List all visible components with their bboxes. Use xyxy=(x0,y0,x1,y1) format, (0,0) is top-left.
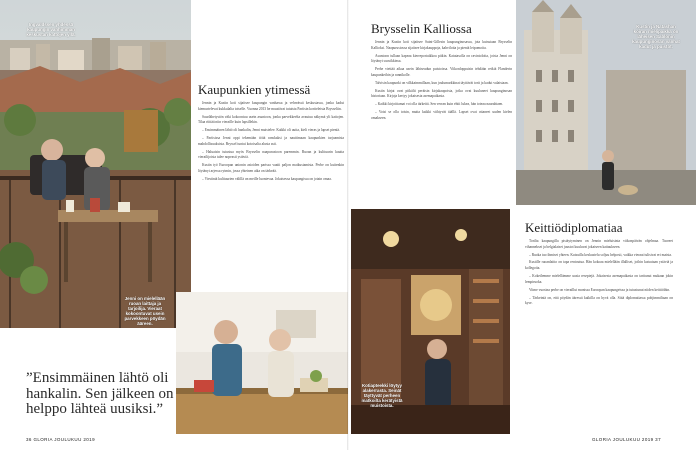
heading-kaupunkien-ytimessa: Kaupunkien ytimessä xyxy=(198,82,311,97)
balcony-city-view-photo xyxy=(0,0,191,328)
left-body-column xyxy=(198,101,344,296)
paragraph: Kustin työ Euroopan unionin asioiden parissa vaatii paljon matkustamista. Perhe on kuitenkin löytänyt arjessa rytmin, jossa yhteinen aika on tärkeää. xyxy=(198,163,344,173)
couple-in-kitchen-photo xyxy=(176,292,348,434)
paragraph: – Viestintä kulttuurien välillä on meille luontevaa. Jokaisessa kaupungissa on jotain omaa. xyxy=(202,176,332,181)
paragraph: Viime vuosina perhe on vieraillut monissa Euroopan kaupungeissa ja tutustunut niiden keittiöihin. xyxy=(529,287,671,292)
paragraph: Talvisin kaupunki on vilkkaimmillaan, kun joulumarkkinat täyttävät torit ja kadut valaistaan. xyxy=(375,80,509,85)
kitchen-photo-illustration xyxy=(176,292,348,434)
balcony-photo-illustration xyxy=(0,0,191,328)
paragraph: – Haluaisin tutustua myös Brysselin naapurustoon paremmin. Ruoan ja kulttuurin kautta vierailijoista tulee nopeasti ystäviä. xyxy=(198,149,344,160)
caption-bottom-left: Jenni on mielellään ruoan laittaja ja tarjoilija. Vieraat kokoontuvat usein parvekkeen pöydän ääreen. xyxy=(124,296,166,326)
caption-top-left: Ingvaldssen yhdessä kaupungin vanhimman keskustan kattojen yllä. xyxy=(26,22,76,37)
paragraph: – Ruoka tuo ihmiset yhteen. Kutsuilla keskustelu soljuu helposti, vaikka vieraat tulisivat eri maista. xyxy=(529,252,672,257)
paragraph: – Tärkeintä on, että pöydän ääressä kaikilla on hyvä olla. Siitä diplomatiassa pohjimmiltaan on kyse. xyxy=(525,295,673,306)
page-footer-left: 36 GLORIA JOULUKUU 2019 xyxy=(26,437,95,442)
paragraph: Jennin ja Kustin koti sijaitsee Saint-Gillesin kaupunginosassa, jota kutsutaan Brysselin Kallioksi. Naapurustossa sijaitsee kirjakauppoja, kahviloita ja pieniä leipomoita. xyxy=(371,40,512,50)
heading-brysselin-kalliossa: Brysselin Kalliossa xyxy=(371,21,472,36)
right-top-body-column xyxy=(371,40,512,202)
caption-bottom-right: Kotiapteekki löytyy alakerrasta. Seinät täyttyvät perheen matkoilta kerätyistä muistoista. xyxy=(361,383,403,408)
paragraph: – Kaikki kirjoittamat voi olla tärkeitä. Sen verran kuin ehtii lukea, hän toteaa naurahtaen. xyxy=(375,102,504,107)
paragraph: Suurlähetystön väki kokoontuu usein asuntoon, jonka parvekkeelta avautuu näkymä yli kattojen. Tilaa riittää niin vieraille kuin lapsillekin. xyxy=(198,114,344,125)
paragraph: – Ensimmäinen lähtö oli hankalin, Jenni muistelee. Kaikki oli uutta, kieli vieras ja lapset pieniä. xyxy=(202,128,340,133)
paragraph: – Voisi se olla toisin, mutta kaikki viihtyvät täällä. Lapset ovat ottaneet uuden kielen omakseen. xyxy=(371,110,512,120)
paragraph: Asuntoon tullaan kapeaa kierreportaikkoa pitkin. Katutasolla on ravintoloita, joista Jenni on löytänyt suosikkinsa. xyxy=(371,53,512,64)
heading-keittiodiplomatiaa: Keittiödiplomatiaa xyxy=(525,220,623,235)
paragraph: – Pariisissa Jenni oppi tekemään töitä ranskaksi ja nauttimaan kaupunkien tarjoamista mahdollisuuksista. Bryssel tuntui kotoisalta alusta asti. xyxy=(198,136,344,146)
page-footer-right: GLORIA JOULUKUU 2019 37 xyxy=(592,437,661,442)
page-gutter xyxy=(347,0,349,450)
pull-quote: ”Ensimmäinen lähtö oli hankalin. Sen jälkeen on helppo lähteä uusiksi.” xyxy=(26,370,174,417)
paragraph: – Kokeilemme mielellämme uusia reseptejä. Jokaisesta asemapaikasta on tarttunut mukaan jokin lempiruoka. xyxy=(525,274,673,284)
paragraph: Kustille ruoanlaitto on tapa rentoutua. Hän kokoaa mielellään illalliset, joihin kutsutaan ystäviä ja kollegoita. xyxy=(525,260,673,271)
paragraph: Kustin kirjat ovat pitkälti peräisin kirjakaupoista, jotka ovat kuuluneet kaupunginosan historiaan. Kirjoja kertyy jokaisesta asemapaikasta. xyxy=(371,88,512,99)
paragraph: Torilta kaupungilla pistäytyminen on Jennin mieluisinta viikonpäivän ohjelmaa. Tuoreet vihannekset ja belgialaiset juustot kuuluvat jokaiseen kattaukseen. xyxy=(525,239,673,249)
paragraph: Jennin ja Kustin koti sijaitsee kaupungin vanhassa ja vehreässä keskustassa, jonka kadut kiemurtelevat kukkulalta toiselle. Vuonna 2013 he muuttivat tutuista Pariisin kortteleista Brysseliin. xyxy=(198,101,344,111)
paragraph: Perhe viettää aikaa usein lähiseudun puistoissa. Viikonloppuisin tehdään retkiä Flanderin kaupunkeihin ja rannikolle. xyxy=(371,67,512,77)
caption-top-right: Kustin ja Natashan koiran mielipaikka on läheisen Sablonin kaupunginosan vanhat kadut ja puistot. xyxy=(632,24,680,49)
right-bottom-body-column xyxy=(525,239,673,427)
